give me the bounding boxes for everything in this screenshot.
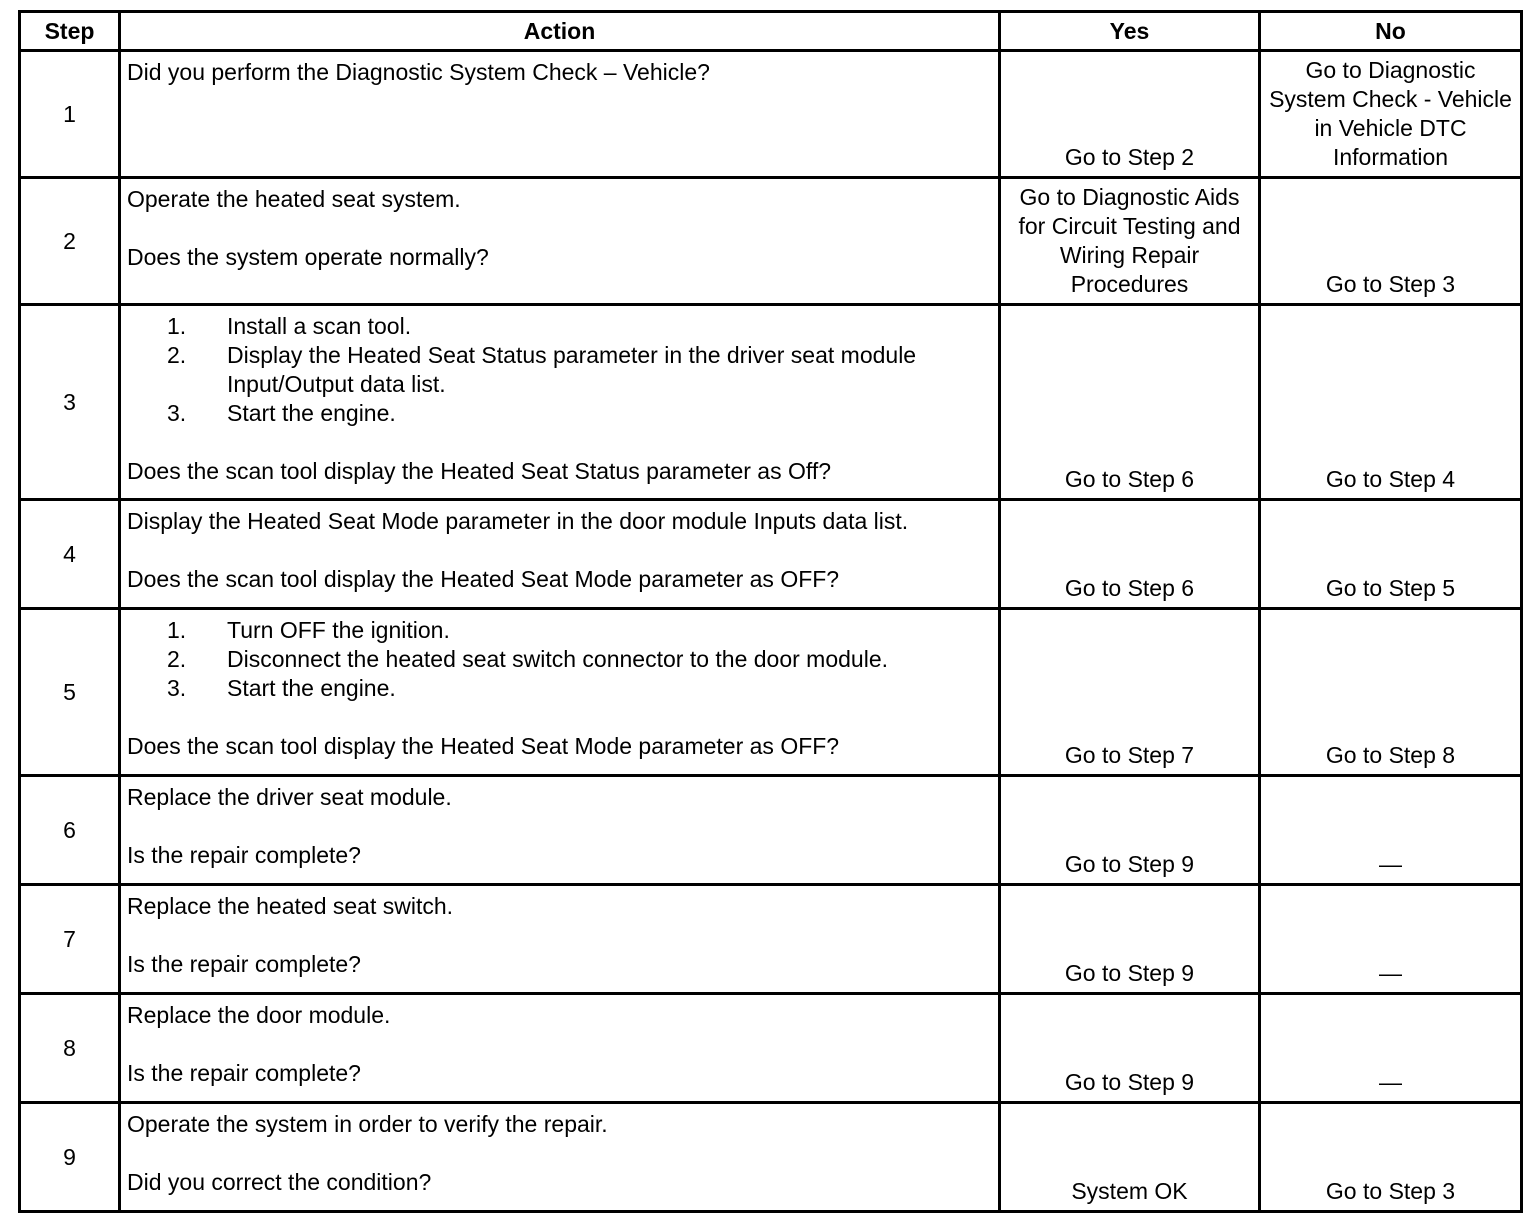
list-number: 2. [167, 342, 187, 368]
no-cell: Go to Step 5 [1260, 500, 1522, 609]
list-number: 1. [167, 617, 187, 643]
action-question: Does the scan tool display the Heated Seat Mode parameter as OFF? [127, 733, 840, 759]
list-text: Start the engine. [227, 675, 396, 701]
no-cell: Go to Step 4 [1260, 305, 1522, 500]
action-list [127, 616, 990, 703]
table-row [20, 609, 1522, 776]
header-yes: Yes [1000, 12, 1260, 51]
action-question: Does the system operate normally? [127, 244, 489, 270]
no-cell: Go to Step 3 [1260, 178, 1522, 305]
table-row [20, 1103, 1522, 1212]
action-question: Does the scan tool display the Heated Seat Mode parameter as OFF? [127, 566, 840, 592]
list-number: 3. [167, 400, 187, 426]
table-row [20, 178, 1522, 305]
table-row [20, 885, 1522, 994]
action-question: Did you correct the condition? [127, 1169, 432, 1195]
action-cell [120, 305, 1000, 500]
header-no: No [1260, 12, 1522, 51]
list-text: Disconnect the heated seat switch connector to the door module. [227, 646, 889, 672]
header-action: Action [120, 12, 1000, 51]
action-text: Display the Heated Seat Mode parameter in the door module Inputs data list. [127, 508, 909, 534]
no-cell: — [1260, 994, 1522, 1103]
header-row [20, 12, 1522, 51]
yes-cell: Go to Step 6 [1000, 305, 1260, 500]
list-number: 1. [167, 313, 187, 339]
list-text: Start the engine. [227, 400, 396, 426]
action-text: Operate the heated seat system. [127, 186, 461, 212]
action-text: Replace the door module. [127, 1002, 391, 1028]
yes-cell: Go to Step 2 [1000, 51, 1260, 178]
step-number: 2 [20, 178, 120, 305]
action-text: Did you perform the Diagnostic System Check – Vehicle? [127, 59, 710, 85]
step-number: 3 [20, 305, 120, 500]
step-number: 7 [20, 885, 120, 994]
yes-cell: Go to Step 6 [1000, 500, 1260, 609]
table-row [20, 500, 1522, 609]
action-cell [120, 994, 1000, 1103]
table-row [20, 776, 1522, 885]
list-number: 2. [167, 646, 187, 672]
action-list [127, 312, 990, 428]
step-number: 9 [20, 1103, 120, 1212]
yes-cell: Go to Step 9 [1000, 994, 1260, 1103]
action-cell [120, 609, 1000, 776]
yes-cell: Go to Step 9 [1000, 776, 1260, 885]
action-question: Is the repair complete? [127, 951, 361, 977]
no-cell: Go to Diagnostic System Check - Vehicle in Vehicle DTC Information [1260, 51, 1522, 178]
step-number: 1 [20, 51, 120, 178]
no-cell: Go to Step 3 [1260, 1103, 1522, 1212]
header-step: Step [20, 12, 120, 51]
list-item [127, 399, 990, 428]
action-question: Is the repair complete? [127, 1060, 361, 1086]
list-text: Display the Heated Seat Status parameter in the driver seat module Input/Output data list. [227, 342, 917, 397]
yes-cell: Go to Step 9 [1000, 885, 1260, 994]
table-row [20, 994, 1522, 1103]
list-item [127, 616, 990, 645]
step-number: 4 [20, 500, 120, 609]
action-cell [120, 500, 1000, 609]
list-item [127, 312, 990, 341]
action-cell [120, 1103, 1000, 1212]
action-text: Replace the heated seat switch. [127, 893, 454, 919]
action-cell [120, 885, 1000, 994]
list-item [127, 341, 990, 399]
action-question: Is the repair complete? [127, 842, 361, 868]
action-text: Operate the system in order to verify the repair. [127, 1111, 608, 1137]
list-text: Turn OFF the ignition. [227, 617, 450, 643]
action-question: Does the scan tool display the Heated Seat Status parameter as Off? [127, 458, 832, 484]
table-row [20, 305, 1522, 500]
no-cell: — [1260, 776, 1522, 885]
step-number: 8 [20, 994, 120, 1103]
list-item [127, 674, 990, 703]
yes-cell: Go to Step 7 [1000, 609, 1260, 776]
action-cell [120, 178, 1000, 305]
table-row [20, 51, 1522, 178]
list-item [127, 645, 990, 674]
no-cell: — [1260, 885, 1522, 994]
yes-cell: Go to Diagnostic Aids for Circuit Testing and Wiring Repair Procedures [1000, 178, 1260, 305]
step-number: 6 [20, 776, 120, 885]
action-cell [120, 51, 1000, 178]
list-number: 3. [167, 675, 187, 701]
yes-cell: System OK [1000, 1103, 1260, 1212]
no-cell: Go to Step 8 [1260, 609, 1522, 776]
step-number: 5 [20, 609, 120, 776]
action-text: Replace the driver seat module. [127, 784, 452, 810]
diagnostic-table [18, 10, 1523, 1213]
list-text: Install a scan tool. [227, 313, 412, 339]
action-cell [120, 776, 1000, 885]
